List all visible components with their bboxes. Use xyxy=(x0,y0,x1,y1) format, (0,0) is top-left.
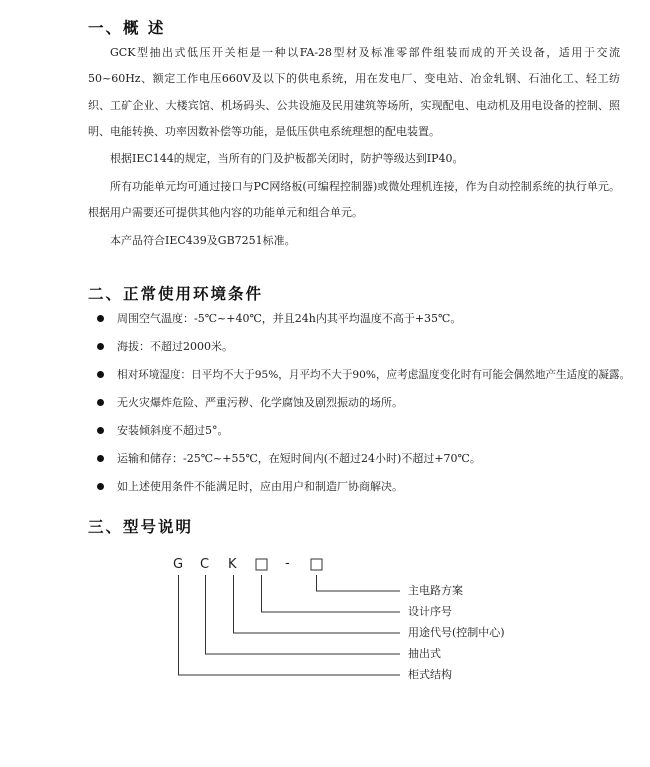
section2-heading: 二、正常使用环境条件 xyxy=(88,285,264,303)
model-letter-g: G xyxy=(173,557,184,572)
section1-paragraph-4: 本产品符合IEC439及GB7251标准。 xyxy=(110,234,296,247)
connector-drawout xyxy=(206,575,401,654)
connector-cabinet-structure xyxy=(179,575,401,675)
connector-main-circuit xyxy=(317,575,401,591)
model-letter-c: C xyxy=(200,557,210,572)
section1-paragraph-1: GCK型抽出式低压开关柜是一种以FA-28型材及标准零部件组装而成的开关设备，适用于交流50~60Hz、额定工作电压660V及以下的供电系统，用在发电厂、变电站、冶金轧钢、石油化工、轻工纺织、工矿企业、大楼宾馆、机场码头、公共设施及民用建筑等场所，实现配电、电动机及用电设备的控制、照明、电能转换、功率因数补偿等功能，是低压供电系统理想的配电装置。 xyxy=(88,46,620,138)
label-drawout: 抽出式 xyxy=(408,647,441,660)
model-letter-k: K xyxy=(228,557,237,572)
section1-paragraph-3: 所有功能单元均可通过接口与PC网络板(可编程控制器)或微处理机连接，作为自动控制系统的执行单元。根据用户需要还可提供其他内容的功能单元和组合单元。 xyxy=(88,180,620,220)
section3-heading: 三、型号说明 xyxy=(88,518,194,536)
section1-heading: 一、概 述 xyxy=(88,19,166,37)
label-usage-code: 用途代号(控制中心) xyxy=(408,626,505,639)
connector-design-serial xyxy=(262,575,401,612)
label-main-circuit: 主电路方案 xyxy=(408,584,463,597)
placeholder-box-2 xyxy=(311,559,322,570)
label-design-serial: 设计序号 xyxy=(408,605,452,618)
placeholder-box-1 xyxy=(256,559,267,570)
label-cabinet-structure: 柜式结构 xyxy=(408,668,452,681)
model-dash: - xyxy=(285,556,290,571)
section1-paragraph-2: 根据IEC144的规定，当所有的门及护板都关闭时，防护等级达到IP40。 xyxy=(110,152,464,165)
